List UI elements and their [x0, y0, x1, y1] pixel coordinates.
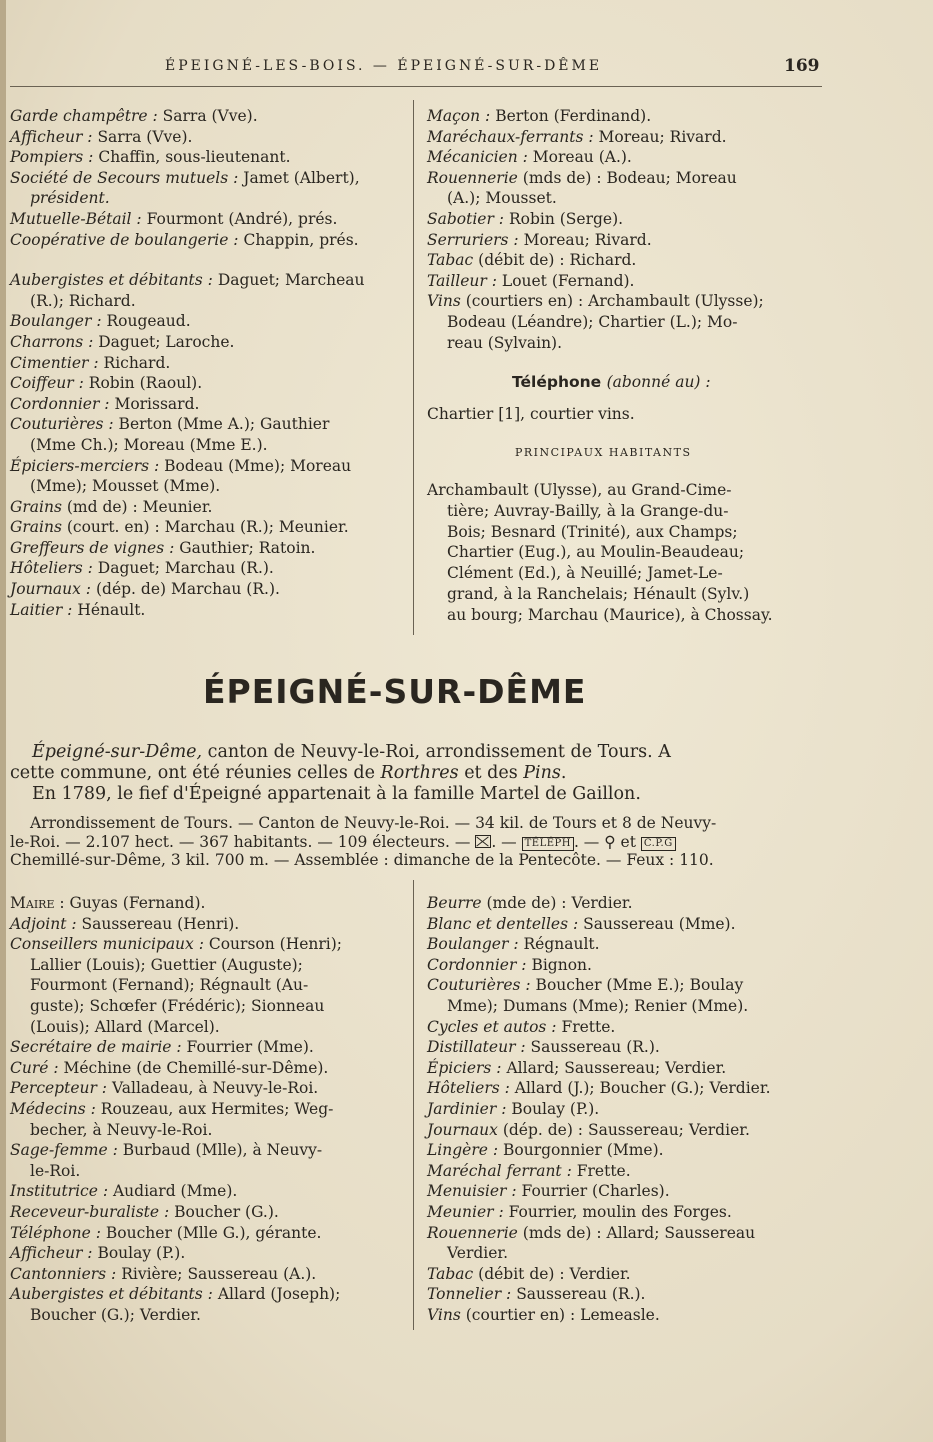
listing-role: Hôteliers :	[427, 1079, 510, 1098]
listing-line	[10, 579, 408, 600]
listing-line	[427, 1161, 827, 1182]
listing-line	[10, 1017, 408, 1038]
listing-line	[10, 291, 408, 312]
admin-line-2-a: le-Roi. — 2.107 hect. — 367 habitants. — 109 électeurs. —	[10, 832, 476, 851]
listing-text: Bourgonnier (Mme).	[498, 1141, 664, 1160]
listing-text: Courson (Henri);	[203, 935, 342, 954]
listing-line	[10, 414, 408, 435]
principaux-line: au bourg; Marchau (Maurice), à Chossay.	[447, 605, 773, 624]
listing-role: Greffeurs de vignes :	[10, 538, 175, 557]
listing-text: Rougeaud.	[101, 312, 191, 331]
listing-text: Boucher (G.); Verdier.	[30, 1305, 201, 1324]
listing-line	[10, 517, 408, 538]
listing-line	[10, 1058, 408, 1079]
listing-line	[427, 271, 827, 292]
listing-text: Fourrier (Mme).	[181, 1038, 314, 1057]
intro-line-2-c: et des	[458, 763, 524, 783]
telephone-badge: TÉLÉPH	[522, 837, 574, 851]
cpg-badge: C.P.G	[641, 837, 676, 851]
listing-line	[10, 1099, 408, 1120]
listing-line	[10, 1223, 408, 1244]
listing-line	[427, 1037, 827, 1058]
listing-line	[427, 106, 827, 127]
listing-text: (A.); Mousset.	[447, 189, 557, 208]
listing-role: Aubergistes et débitants :	[10, 271, 213, 290]
listing-line	[427, 975, 827, 996]
listing-line	[10, 373, 408, 394]
listing-line	[427, 893, 827, 914]
column-divider-lower	[413, 880, 414, 1330]
principaux-line: Chartier (Eug.), au Moulin-Beaudeau;	[447, 543, 745, 562]
intro-line-2-e: .	[560, 763, 567, 783]
listing-role: Beurre	[427, 894, 482, 912]
listing-text: Sarra (Vve).	[92, 127, 193, 146]
listing-role: Mutuelle-Bétail :	[10, 209, 142, 228]
listing-line	[10, 538, 408, 559]
listing-text: Boucher (Mme E.); Boulay	[530, 976, 744, 995]
listing-role: Maréchal ferrant :	[427, 1161, 572, 1180]
listing-text: Bodeau (Mme); Moreau	[159, 456, 352, 475]
listing-line	[10, 600, 408, 621]
listing-text: Rouzeau, aux Hermites; Weg-	[95, 1099, 334, 1118]
admin-line-2	[10, 833, 825, 852]
listing-role: Grains	[10, 497, 62, 516]
admin-line-3: Chemillé-sur-Dême, 3 kil. 700 m. — Assemblée : dimanche de la Pentecôte. — Feux : 110.	[10, 851, 714, 869]
lower-right-column	[427, 893, 827, 1325]
telephone-heading-label: Téléphone	[512, 373, 602, 391]
listing-line	[10, 127, 408, 148]
listing-role: Secrétaire de mairie :	[10, 1038, 182, 1057]
listing-line	[10, 147, 408, 168]
listing-line	[427, 1017, 827, 1038]
upper-right-column	[427, 106, 827, 353]
listing-line	[10, 955, 408, 976]
listing-line	[427, 1243, 827, 1264]
listing-role: Percepteur :	[10, 1079, 108, 1098]
listing-text: Lallier (Louis); Guettier (Auguste);	[30, 955, 303, 974]
listing-text: Saussereau (Mme).	[578, 914, 736, 933]
listing-line	[10, 168, 408, 189]
listing-text: Chappin, prés.	[238, 230, 359, 249]
listing-line	[10, 1120, 408, 1141]
listing-role: Tailleur :	[427, 271, 497, 290]
listing-line	[10, 188, 408, 209]
intro-line-2-a: cette commune, ont été réunies celles de	[10, 763, 381, 783]
listing-role: Médecins :	[10, 1099, 96, 1118]
listing-text: Rivière; Saussereau (A.).	[116, 1264, 317, 1283]
listing-role: Vins	[427, 292, 461, 311]
listing-text: (md de) : Meunier.	[61, 497, 213, 516]
listing-text: Boulay (P.).	[92, 1244, 186, 1263]
listing-text: Frette.	[556, 1017, 616, 1036]
listing-line	[10, 558, 408, 579]
listing-role: Receveur-buraliste :	[10, 1202, 170, 1221]
listing-role: Afficheur :	[10, 1244, 93, 1263]
listing-line	[427, 1305, 827, 1326]
listing-role: Pompiers :	[10, 148, 94, 167]
listing-role: Charrons :	[10, 332, 94, 351]
listing-text: (débit de) : Richard.	[473, 251, 637, 270]
listing-text: Valladeau, à Neuvy-le-Roi.	[107, 1079, 319, 1098]
listing-line	[427, 209, 827, 230]
listing-text: (mds de) : Bodeau; Moreau	[517, 168, 737, 187]
listing-text: Saussereau (Henri).	[76, 914, 240, 933]
listing-text: président.	[30, 189, 110, 208]
listing-line	[427, 914, 827, 935]
listing-text: (dép. de) : Saussereau; Verdier.	[497, 1120, 750, 1139]
listing-line	[427, 250, 827, 271]
listing-line	[427, 188, 827, 209]
listing-line	[427, 230, 827, 251]
listing-line	[10, 934, 408, 955]
listing-text: reau (Sylvain).	[447, 333, 563, 352]
listing-role: Maréchaux-ferrants :	[427, 127, 594, 146]
upper-left-column	[10, 106, 408, 620]
listing-text: Daguet; Marcheau	[212, 271, 365, 290]
admin-paragraph	[10, 814, 825, 870]
listing-role: Épiciers :	[427, 1058, 502, 1077]
intro-line-2	[10, 763, 825, 784]
listing-role: Menuisier :	[427, 1182, 517, 1201]
listing-role: Garde champêtre :	[10, 107, 158, 125]
listing-line	[10, 1264, 408, 1285]
listing-role: Société de Secours mutuels :	[10, 168, 239, 187]
listing-text: Moreau (A.).	[527, 148, 632, 167]
listing-role: Tonnelier :	[427, 1285, 512, 1304]
listing-role: Boulanger :	[10, 312, 102, 331]
listing-line	[427, 1099, 827, 1120]
listing-line	[427, 127, 827, 148]
listing-text: Allard (J.); Boucher (G.); Verdier.	[509, 1079, 771, 1098]
listing-text: Guyas (Fernand).	[64, 894, 206, 912]
listing-role: Sabotier :	[427, 209, 505, 228]
listing-role: Sage-femme :	[10, 1141, 118, 1160]
listing-line	[10, 893, 408, 914]
listing-role: Rouennerie	[427, 1223, 518, 1242]
principaux-line: grand, à la Ranchelais; Hénault (Sylv.)	[447, 584, 750, 603]
listing-line	[10, 497, 408, 518]
listing-line	[427, 934, 827, 955]
listing-role: Rouennerie	[427, 168, 518, 187]
listing-text: (mde de) : Verdier.	[481, 894, 633, 912]
listing-line	[427, 1078, 827, 1099]
intro-line-1	[10, 742, 825, 763]
listing-role: Lingère :	[427, 1141, 499, 1160]
intro-rorthres: Rorthres	[380, 763, 459, 783]
listing-text: Gauthier; Ratoin.	[174, 538, 316, 557]
listing-role: Hôteliers :	[10, 559, 93, 578]
listing-text: (courtier en) : Lemeasle.	[460, 1305, 660, 1324]
listing-text: Boucher (Mlle G.), gérante.	[100, 1223, 322, 1242]
telephone-abonne: (abonné au) :	[606, 373, 711, 391]
listing-text: (courtiers en) : Archambault (Ulysse);	[460, 292, 764, 311]
listing-line	[10, 106, 408, 127]
listing-text: Sarra (Vve).	[157, 107, 258, 125]
listing-line	[427, 168, 827, 189]
commune-name: Épeigné-sur-Dême,	[32, 742, 203, 762]
intro-pins: Pins	[523, 763, 561, 783]
listing-line	[10, 996, 408, 1017]
listing-text: Allard; Saussereau; Verdier.	[501, 1058, 727, 1077]
listing-role: Grains	[10, 518, 62, 537]
listing-role: Couturières :	[427, 976, 531, 995]
listing-text: Fourmont (André), prés.	[141, 209, 338, 228]
listing-text: (R.); Richard.	[30, 291, 136, 310]
listing-text: Berton (Ferdinand).	[490, 107, 652, 125]
listing-line	[427, 1223, 827, 1244]
principaux-list	[427, 480, 827, 626]
listing-line	[10, 914, 408, 935]
listing-text: Hénault.	[72, 600, 146, 619]
page-number: 169	[784, 56, 820, 76]
header-rule	[10, 86, 822, 87]
listing-text: Morissard.	[109, 394, 200, 413]
listing-line	[427, 1264, 827, 1285]
listing-role: Jardinier :	[427, 1099, 507, 1118]
listing-role: Cordonnier :	[10, 394, 110, 413]
column-divider	[413, 100, 414, 635]
principaux-line: Bois; Besnard (Trinité), aux Champs;	[447, 522, 738, 541]
listing-text: becher, à Neuvy-le-Roi.	[30, 1120, 213, 1139]
listing-text: Mme); Dumans (Mme); Renier (Mme).	[447, 996, 749, 1015]
listing-text: Moreau; Rivard.	[518, 230, 652, 249]
listing-line	[10, 456, 408, 477]
listing-text: (court. en) : Marchau (R.); Meunier.	[61, 518, 349, 537]
listing-role: Vins	[427, 1305, 461, 1324]
listing-line	[10, 1305, 408, 1326]
listing-text: (Mme); Mousset (Mme).	[30, 477, 221, 496]
listing-role: Blanc et dentelles :	[427, 914, 579, 933]
listing-line	[10, 476, 408, 497]
listing-role: Journaux :	[10, 580, 92, 599]
listing-role: Distillateur :	[427, 1038, 526, 1057]
listing-text: le-Roi.	[30, 1161, 81, 1180]
listing-text: Richard.	[98, 353, 171, 372]
listing-text: Moreau; Rivard.	[593, 127, 727, 146]
listing-role: Aubergistes et débitants :	[10, 1285, 213, 1304]
admin-line-2-d: et	[615, 832, 641, 851]
listing-text: Audiard (Mme).	[108, 1182, 238, 1201]
listing-line	[427, 1120, 827, 1141]
listing-role: Cimentier :	[10, 353, 99, 372]
listing-text: (Mme Ch.); Moreau (Mme E.).	[30, 435, 268, 454]
listing-line	[10, 250, 408, 270]
listing-role: Journaux	[427, 1120, 498, 1139]
listing-role: Adjoint :	[10, 914, 77, 933]
intro-line-1-rest: canton de Neuvy-le-Roi, arrondissement de Tours. A	[202, 742, 671, 762]
listing-role: Mécanicien :	[427, 148, 528, 167]
listing-line	[427, 312, 827, 333]
listing-text: guste); Schœfer (Frédéric); Sionneau	[30, 996, 325, 1015]
admin-line-2-b: . —	[491, 832, 522, 851]
listing-role: Téléphone :	[10, 1223, 101, 1242]
principaux-heading: PRINCIPAUX HABITANTS	[515, 446, 692, 459]
listing-text: Daguet; Laroche.	[93, 332, 235, 351]
listing-line	[10, 1181, 408, 1202]
listing-line	[10, 1140, 408, 1161]
listing-line	[427, 147, 827, 168]
section-title: ÉPEIGNÉ-SUR-DÊME	[203, 672, 587, 711]
listing-text: Méchine (de Chemillé-sur-Dême).	[58, 1058, 329, 1077]
listing-role: Maire :	[10, 894, 65, 912]
listing-role: Serruriers :	[427, 230, 519, 249]
listing-line	[427, 1202, 827, 1223]
listing-text: Jamet (Albert),	[238, 168, 360, 187]
principaux-line: Archambault (Ulysse), au Grand-Cime-	[427, 481, 732, 499]
principaux-line: tière; Auvray-Bailly, à la Grange-du-	[447, 501, 729, 520]
listing-line	[10, 1078, 408, 1099]
listing-line	[427, 1058, 827, 1079]
listing-role: Conseillers municipaux :	[10, 935, 204, 954]
intro-paragraph	[10, 742, 825, 805]
listing-text: Frette.	[571, 1161, 631, 1180]
listing-text: Bignon.	[526, 955, 592, 974]
listing-role: Boulanger :	[427, 935, 519, 954]
listing-line	[10, 332, 408, 353]
listing-line	[427, 1284, 827, 1305]
listing-text: (dép. de) Marchau (R.).	[91, 580, 280, 599]
listing-line	[10, 1161, 408, 1182]
listing-text: Saussereau (R.).	[511, 1285, 646, 1304]
listing-role: Épiciers-merciers :	[10, 456, 160, 475]
listing-text: Saussereau (R.).	[525, 1038, 660, 1057]
running-title: ÉPEIGNÉ-LES-BOIS. — ÉPEIGNÉ-SUR-DÊME	[165, 58, 603, 74]
principaux-line: Clément (Ed.), à Neuillé; Jamet-Le-	[447, 564, 723, 583]
listing-line	[10, 435, 408, 456]
listing-role: Tabac	[427, 1264, 474, 1283]
listing-line	[10, 1243, 408, 1264]
listing-text: Berton (Mme A.); Gauthier	[113, 415, 330, 434]
listing-text: Boulay (P.).	[506, 1099, 600, 1118]
listing-text: Daguet; Marchau (R.).	[92, 559, 274, 578]
listing-line	[427, 996, 827, 1017]
listing-line	[427, 1181, 827, 1202]
running-header	[0, 58, 933, 82]
listing-line	[10, 353, 408, 374]
listing-role: Coiffeur :	[10, 374, 84, 393]
telephone-heading	[512, 373, 711, 391]
listing-text: Fourmont (Fernand); Régnault (Au-	[30, 976, 309, 995]
listing-text: (Louis); Allard (Marcel).	[30, 1017, 220, 1036]
listing-text: Verdier.	[447, 1244, 509, 1263]
listing-line	[10, 394, 408, 415]
listing-role: Afficheur :	[10, 127, 93, 146]
listing-text: Chaffin, sous-lieutenant.	[93, 148, 291, 167]
listing-role: Cycles et autos :	[427, 1017, 557, 1036]
listing-line	[10, 209, 408, 230]
listing-text: (mds de) : Allard; Saussereau	[517, 1223, 756, 1242]
listing-role: Curé :	[10, 1058, 59, 1077]
listing-text: Fourrier, moulin des Forges.	[503, 1202, 732, 1221]
listing-line	[10, 311, 408, 332]
listing-line	[10, 975, 408, 996]
listing-role: Meunier :	[427, 1202, 504, 1221]
listing-role: Institutrice :	[10, 1182, 109, 1201]
listing-role: Coopérative de boulangerie :	[10, 230, 239, 249]
listing-line	[10, 1037, 408, 1058]
listing-line	[427, 955, 827, 976]
listing-line	[10, 270, 408, 291]
page-edge	[0, 0, 6, 1442]
listing-text: Allard (Joseph);	[212, 1285, 341, 1304]
listing-role: Cantonniers :	[10, 1264, 117, 1283]
post-office-icon	[475, 835, 491, 848]
railway-icon: ⚲	[604, 832, 616, 851]
listing-line	[10, 230, 408, 251]
listing-line	[10, 1202, 408, 1223]
listing-text: Régnault.	[518, 935, 600, 954]
listing-text: Robin (Serge).	[504, 209, 624, 228]
listing-line	[10, 1284, 408, 1305]
listing-role: Maçon :	[427, 107, 491, 125]
listing-text: Burbaud (Mlle), à Neuvy-	[117, 1141, 323, 1160]
admin-line-1: Arrondissement de Tours. — Canton de Neuvy-le-Roi. — 34 kil. de Tours et 8 de Neuvy-	[30, 814, 717, 832]
telephone-line: Chartier [1], courtier vins.	[427, 405, 635, 423]
listing-role: Tabac	[427, 251, 474, 270]
listing-line	[427, 291, 827, 312]
listing-role: Cordonnier :	[427, 955, 527, 974]
intro-line-3: En 1789, le fief d'Épeigné appartenait à la famille Martel de Gaillon.	[32, 784, 641, 804]
listing-line	[427, 1140, 827, 1161]
admin-line-2-c: . —	[573, 832, 605, 851]
listing-role: Laitier :	[10, 600, 73, 619]
listing-text: Boucher (G.).	[169, 1202, 279, 1221]
listing-text: Robin (Raoul).	[83, 374, 203, 393]
listing-line	[427, 333, 827, 354]
lower-left-column	[10, 893, 408, 1325]
listing-text: (débit de) : Verdier.	[473, 1264, 631, 1283]
listing-text: Fourrier (Charles).	[516, 1182, 670, 1201]
listing-text: Louet (Fernand).	[496, 271, 635, 290]
listing-role: Couturières :	[10, 415, 114, 434]
listing-text: Bodeau (Léandre); Chartier (L.); Mo-	[447, 312, 738, 331]
